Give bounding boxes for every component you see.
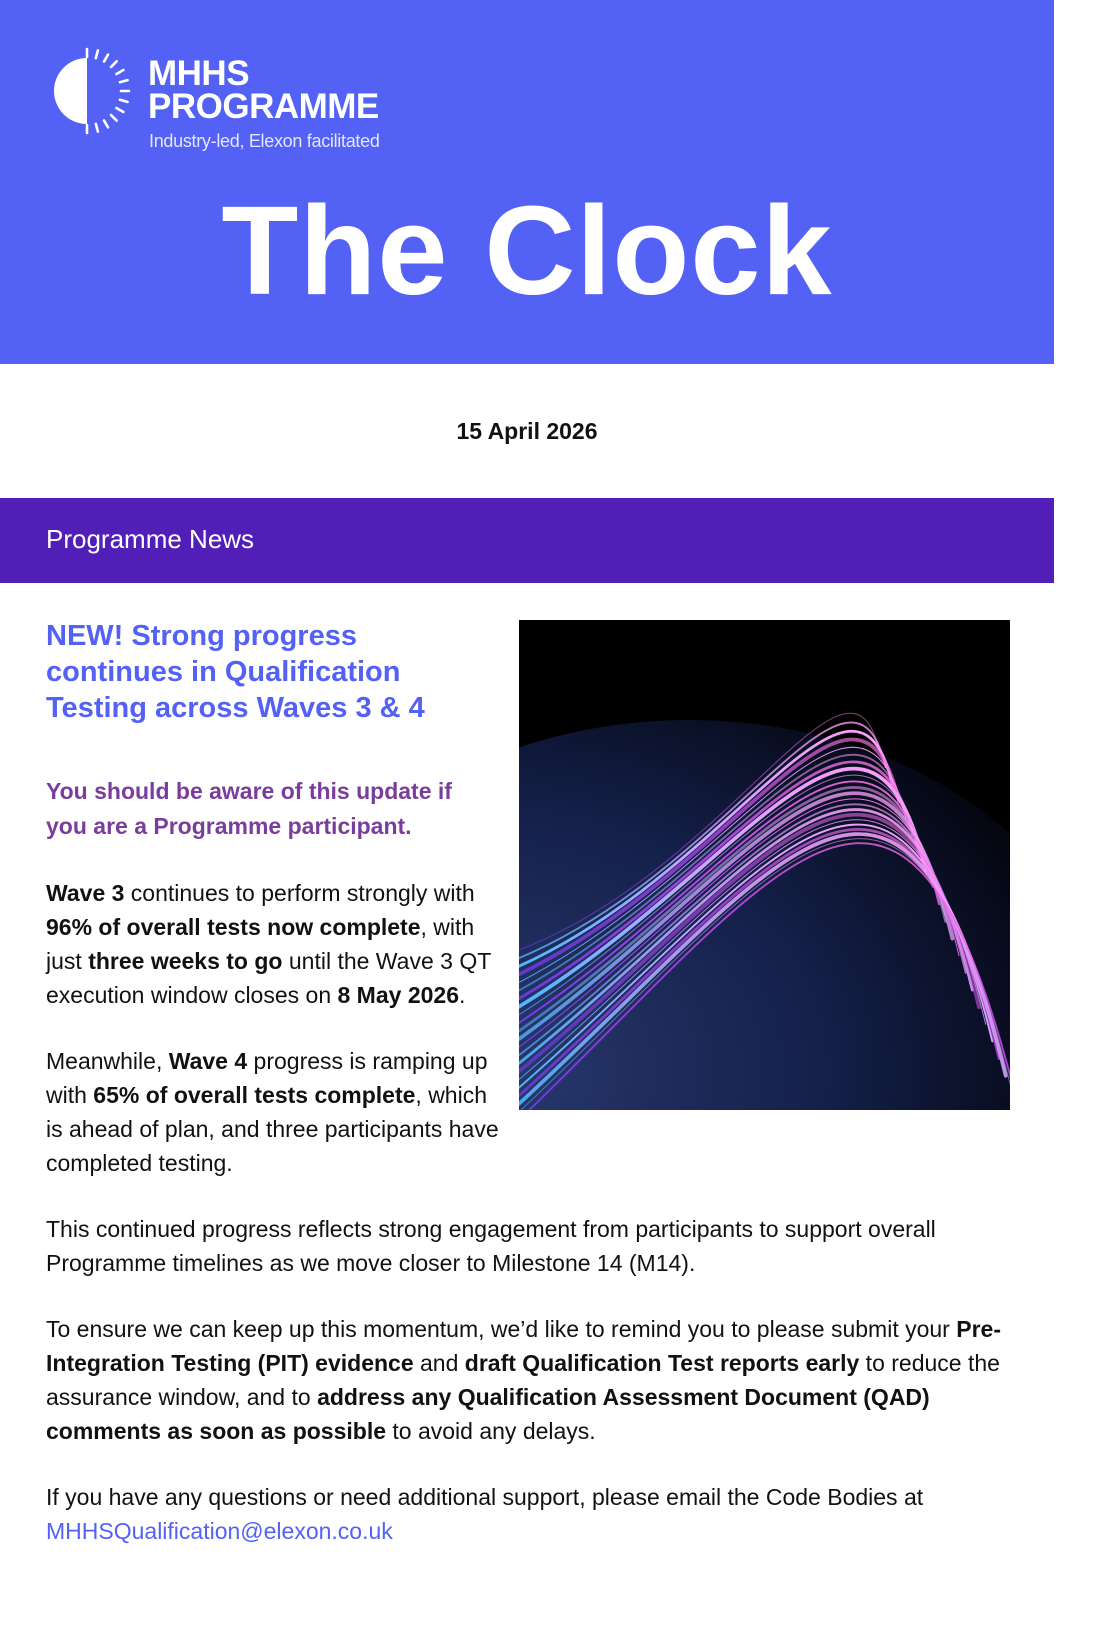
paragraph-progress: This continued progress reflects strong engagement from participants to support overall Programme timelines as we move closer to Milestone 14 (M14). [46, 1216, 936, 1276]
light-trails-image [519, 620, 1010, 1110]
text-bold: Pre-Integration Testing (PIT) evidence [46, 1316, 1001, 1376]
text-span: to reduce the assurance window, and to [46, 1350, 1000, 1410]
audience-note: You should be aware of this update if you are a Programme participant. [46, 778, 452, 839]
paragraph-reminder [46, 1312, 1010, 1448]
text-span: If you have any questions or need additional support, please email the Code Bodies at [46, 1484, 924, 1510]
section-title: Programme News [46, 524, 255, 554]
brand-name-line2: PROGRAMME [148, 87, 379, 126]
logo-ray [111, 115, 117, 121]
text-span: , with just [46, 914, 475, 974]
section-bar [0, 498, 1054, 583]
text-span: progress is ramping up with [46, 1048, 488, 1108]
masthead-title: The Clock [221, 180, 833, 321]
text-span: and [413, 1350, 465, 1376]
issue-date: 15 April 2026 [456, 418, 598, 444]
text-bold: 96% of overall tests now complete [46, 914, 421, 940]
text-span: continues to perform strongly with [124, 880, 475, 906]
text-span: Meanwhile, [46, 1048, 169, 1074]
logo-ray [104, 120, 108, 127]
text-bold: 65% of overall tests complete [93, 1082, 416, 1108]
brand-name-line1: MHHS [148, 54, 250, 93]
text-bold: Wave 3 [46, 880, 125, 906]
half-sun-clock-icon [42, 46, 132, 136]
brand-tagline: Industry-led, Elexon facilitated [149, 131, 380, 151]
text-bold: three weeks to go [88, 948, 283, 974]
article [46, 618, 1010, 1548]
text-span: . [458, 982, 466, 1008]
text-bold: 8 May 2026 [337, 982, 459, 1008]
text-bold: Wave 4 [168, 1048, 248, 1074]
logo-ray [111, 61, 117, 67]
logo-ray [120, 100, 128, 102]
email-link[interactable]: MHHSQualification@elexon.co.uk [46, 1518, 393, 1544]
header-banner [0, 0, 1054, 364]
article-headline: NEW! Strong progress continues in Qualification Testing across Waves 3 & 4 [46, 620, 425, 724]
text-span: to avoid any delays. [386, 1418, 596, 1444]
logo-ray [116, 108, 123, 112]
text-span: To ensure we can keep up this momentum, we’d like to remind you to please submit your [46, 1316, 957, 1342]
text-span: , which is ahead of plan, and three participants have completed testing. [46, 1082, 499, 1176]
logo-ray [104, 55, 108, 62]
text-bold: address any Qualification Assessment Document (QAD) comments as soon as possible [46, 1384, 930, 1444]
logo-ray [120, 80, 128, 82]
text-bold: draft Qualification Test reports early [464, 1350, 860, 1376]
logo-ray [96, 50, 98, 58]
logo-ray [116, 70, 123, 74]
paragraph-contact [46, 1480, 1010, 1548]
logo-ray [96, 124, 98, 132]
text-span: until the Wave 3 QT execution window closes on [46, 948, 491, 1008]
